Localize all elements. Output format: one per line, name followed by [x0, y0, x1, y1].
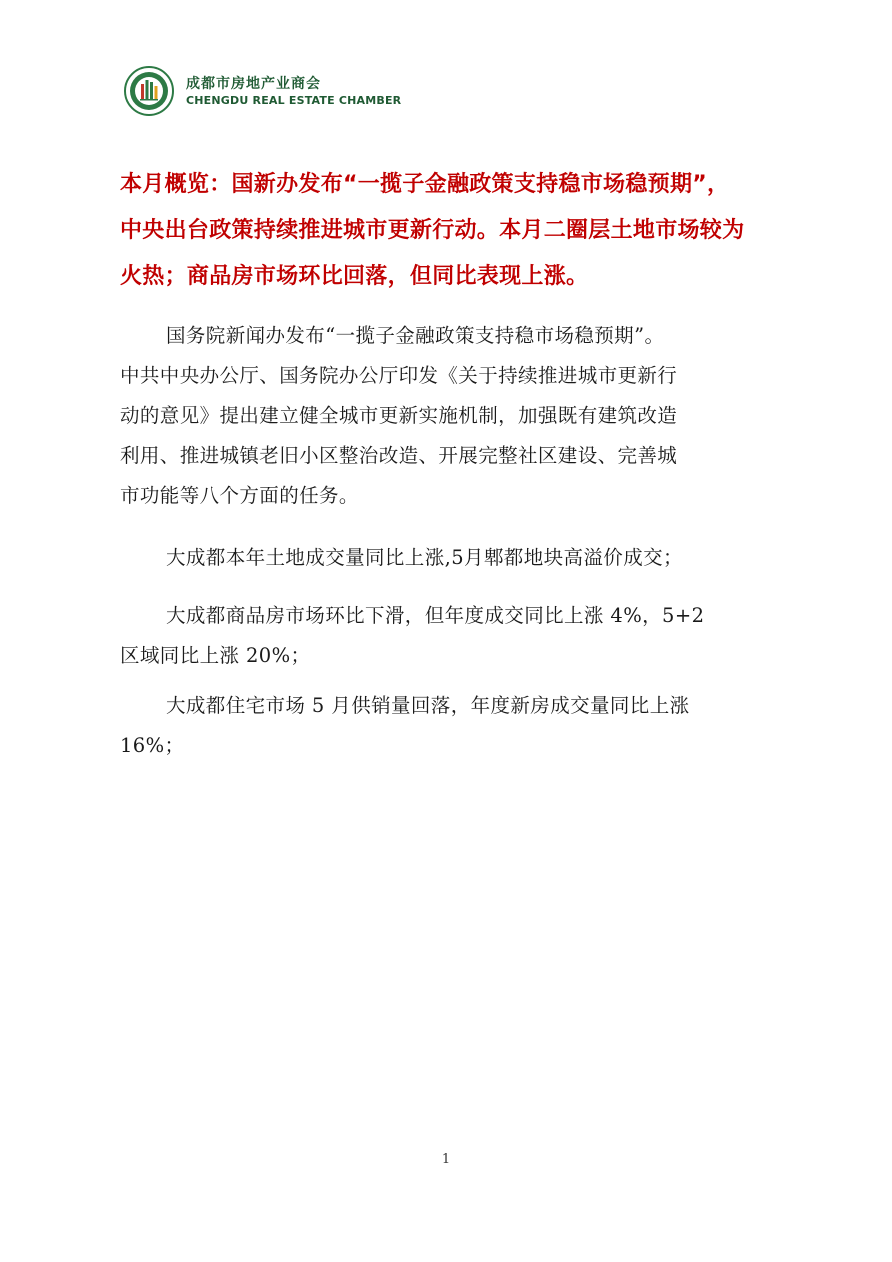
paragraph-line: 16%； — [120, 734, 185, 757]
paragraph-line: 利用、推进城镇老旧小区整治改造、开展完整社区建设、完善城 — [120, 444, 678, 467]
paragraph-residential-market — [120, 686, 782, 766]
chamber-logo-icon — [124, 66, 174, 116]
organization-name — [186, 75, 401, 108]
paragraph-line: 大成都住宅市场 5 月供销量回落，年度新房成交量同比上涨 — [166, 694, 690, 717]
paragraph-line: 大成都本年土地成交量同比上涨,5月郫都地块高溢价成交； — [166, 546, 683, 569]
document-header — [124, 66, 401, 116]
summary-line: 中央出台政策持续推进城市更新行动。本月二圈层土地市场较为 — [120, 218, 745, 243]
org-name-chinese: 成都市房地产业商会 — [186, 75, 321, 92]
paragraph-line: 国务院新闻办发布“一揽子金融政策支持稳市场稳预期”。 — [166, 324, 665, 347]
org-name-english: CHENGDU REAL ESTATE CHAMBER — [186, 93, 402, 107]
summary-line: 本月概览：国新办发布“一揽子金融政策支持稳市场稳预期”， — [120, 172, 730, 197]
paragraph-line: 大成都商品房市场环比下滑，但年度成交同比上涨 4%，5+2 — [166, 604, 705, 627]
paragraph-line: 区域同比上涨 20%； — [120, 644, 311, 667]
paragraph-policy — [120, 316, 782, 516]
paragraph-commercial-housing — [120, 596, 782, 676]
paragraph-line: 市功能等八个方面的任务。 — [120, 484, 359, 507]
summary-line: 火热；商品房市场环比回落，但同比表现上涨。 — [120, 264, 589, 289]
page-number: 1 — [441, 1152, 451, 1167]
paragraph-line: 中共中央办公厅、国务院办公厅印发《关于持续推进城市更新行 — [120, 364, 678, 387]
monthly-overview-summary — [120, 162, 782, 300]
paragraph-land-market — [120, 538, 782, 578]
paragraph-line: 动的意见》提出建立健全城市更新实施机制，加强既有建筑改造 — [120, 404, 678, 427]
